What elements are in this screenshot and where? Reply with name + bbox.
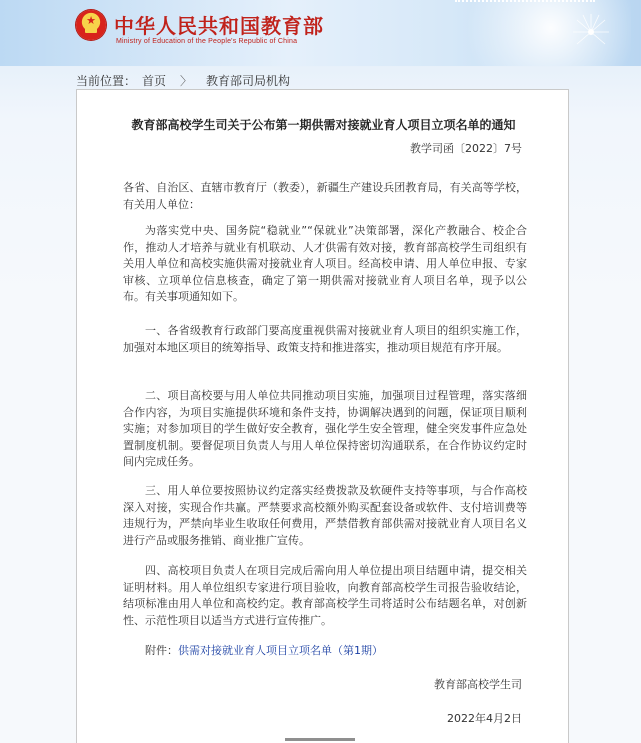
signer: 教育部高校学生司 xyxy=(434,678,522,691)
document-date: 2022年4月2日 xyxy=(447,712,522,725)
site-name[interactable]: 中华人民共和国教育部 xyxy=(114,14,324,38)
paragraph-1: 一、各省级教育行政部门要高度重视供需对接就业育人项目的组织实施工作，加强对本地区项目的统筹指导、政策支持和推进落实，推动项目规范有序开展。 xyxy=(123,324,527,354)
dandelion-icon xyxy=(571,12,611,52)
paragraph-intro: 为落实党中央、国务院“稳就业”“保就业”决策部署，深化产教融合、校企合作，推动人才培养与就业有机联动、人才供需有效对接，教育部高校学生司组织有关用人单位和高校实施供需对接就业育人项目。经高校申请、用人单位申报、专家审核、立项单位信息核查，确定了第一期供需对接就业育人项目名单，现予以公布。有关事项通知如下。 xyxy=(123,224,527,303)
footer-divider xyxy=(285,738,355,743)
attachment-line xyxy=(123,643,527,660)
breadcrumb-label: 当前位置： xyxy=(76,74,137,88)
attachment-link[interactable]: 供需对接就业育人项目立项名单（第1期） xyxy=(178,644,383,657)
document-number: 教学司函〔2022〕7号 xyxy=(410,142,522,155)
breadcrumb-separator: 〉 xyxy=(180,74,193,88)
site-header xyxy=(0,0,641,66)
site-name-en: Ministry of Education of the People's Republic of China xyxy=(116,38,298,45)
attachment-label: 附件： xyxy=(145,644,178,657)
national-emblem-icon[interactable] xyxy=(76,10,106,40)
breadcrumb xyxy=(76,72,290,89)
breadcrumb-section[interactable]: 教育部司局机构 xyxy=(206,74,291,88)
document-title: 教育部高校学生司关于公布第一期供需对接就业育人项目立项名单的通知 xyxy=(131,118,516,132)
document-card xyxy=(76,89,569,743)
paragraph-3: 三、用人单位要按照协议约定落实经费拨款及软硬件支持等事项，与合作高校深入对接，实现合作共赢。严禁要求高校额外购买配套设备或软件、支付培训费等违规行为，严禁向毕业生收取任何费用，严禁借教育部供需对接就业育人项目名义进行产品或服务推销、商业推广宣传。 xyxy=(123,484,527,547)
paragraph-2: 二、项目高校要与用人单位共同推动项目实施，加强项目过程管理，落实落细合作内容，为项目实施提供环境和条件支持，协调解决遇到的问题，保证项目顺利实施；对参加项目的学生做好安全教育，强化学生安全管理，健全突发事件应急处置制度机制。要督促项目负责人与用人单位保持密切沟通联系，在合作协议约定时间内完成任务。 xyxy=(123,389,527,468)
paragraph-4: 四、高校项目负责人在项目完成后需向用人单位提出项目结题申请，提交相关证明材料。用人单位组织专家进行项目验收，向教育部高校学生司报告验收结论，结项标准由用人单位和高校约定。教育部高校学生司将适时公布结题名单，对创新性、示范性项目以适当方式进行宣传推广。 xyxy=(123,564,527,627)
breadcrumb-home[interactable]: 首页 xyxy=(142,74,167,88)
salutation: 各省、自治区、直辖市教育厅（教委），新疆生产建设兵团教育局，有关高等学校，有关用人单位： xyxy=(123,181,527,211)
header-decoration xyxy=(455,0,595,3)
